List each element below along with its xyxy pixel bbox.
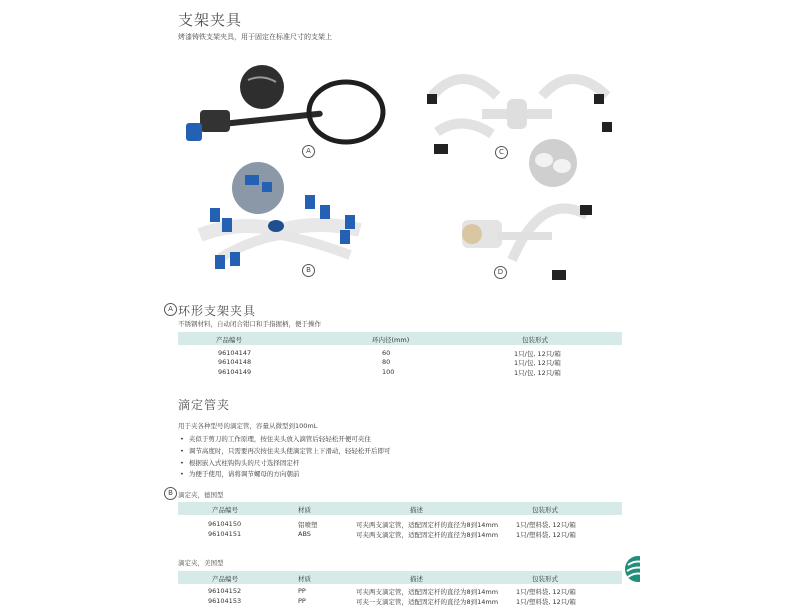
col-packaging: 包装形式 [522, 336, 548, 344]
table-row: 96104149 100 1只/包, 12只/箱 [218, 368, 561, 377]
section-a-table-header [178, 332, 622, 345]
section-a-marker: A [164, 303, 177, 316]
page-subtitle: 烤漆铸铁支架夹具，用于固定在标准尺寸的支架上 [178, 33, 332, 41]
figure-label-b: B [302, 264, 315, 277]
burette-section-desc: 用于夹各种型号的滴定管，容量从微型到100mL [178, 422, 318, 430]
burette-clamp-german-image [190, 160, 370, 280]
col-product-code: 产品编号 [216, 336, 242, 344]
figure-label-c: C [495, 146, 508, 159]
table-row: 96104150 铝喷塑 可夹两支滴定管，适配固定杆的直径为8到14mm 1只/塑料袋, 12只/箱 [208, 520, 576, 529]
list-item: • 根据嵌入式柱钩钩头的尺寸选择固定杆 [180, 458, 299, 467]
col-ring-diameter: 环内径(mm) [372, 336, 410, 344]
ring-clamp-image [178, 60, 398, 160]
table-row: 96104153 PP 可夹一支滴定管，适配固定杆的直径为8到14mm 1只/塑料袋, 12只/箱 [208, 597, 576, 606]
burette-clamp-single-image [452, 190, 602, 290]
section-b-marker: B [164, 487, 177, 500]
brand-logo-icon [624, 554, 640, 584]
list-item: • 为便于使用，请将调节螺母的方向朝前 [180, 469, 299, 478]
burette-clamp-us-image [422, 64, 622, 164]
list-item: • 调节高度时，只需要再次按住夹头使滴定管上下滑动，轻轻松开后即可 [180, 446, 390, 455]
table-row: 96104151 ABS 可夹两支滴定管，适配固定杆的直径为8到14mm 1只/塑料袋, 12只/箱 [208, 530, 576, 539]
burette-section-title: 滴定管夹 [178, 398, 231, 412]
figure-label-a: A [302, 145, 315, 158]
table-row: 96104148 80 1只/包, 12只/箱 [218, 358, 561, 367]
section-b-table-header: 产品编号 材质 描述 包装形式 [178, 502, 622, 515]
clamp-detail-image [528, 138, 578, 188]
table-row: 96104152 PP 可夹两支滴定管，适配固定杆的直径为8到14mm 1只/塑料袋, 12只/箱 [208, 587, 576, 596]
figure-label-d: D [494, 266, 507, 279]
list-item: • 夹似于剪刀的工作原理，按住夹头放入滴管后轻轻松开便可夹住 [180, 434, 371, 443]
table-row: 96104147 60 1只/包, 12只/箱 [218, 349, 561, 358]
section-a-title: 环形支架夹具 [178, 304, 257, 318]
section-us-table-header: 产品编号 材质 描述 包装形式 [178, 571, 622, 584]
section-a-desc: 不锈钢材料，自动闭合钳口和手指握柄，便于操作 [178, 320, 321, 328]
section-us-subtitle: 滴定夹，美国型 [178, 559, 224, 567]
section-b-subtitle: 滴定夹，德国型 [178, 491, 224, 499]
page-title: 支架夹具 [178, 11, 243, 29]
